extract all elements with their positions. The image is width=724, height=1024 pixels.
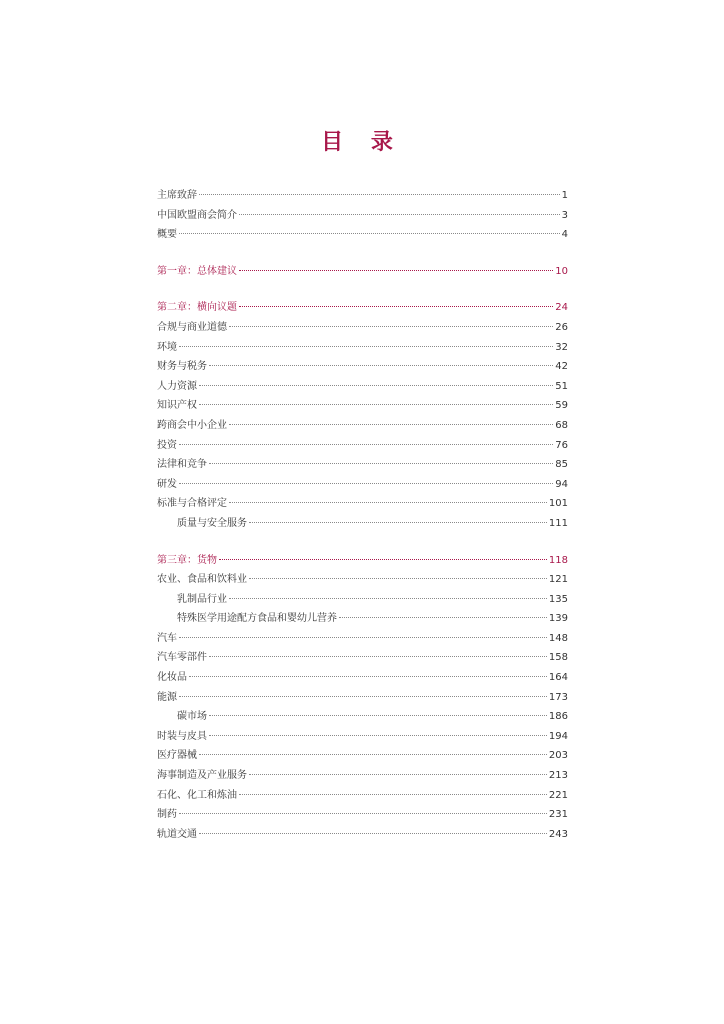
toc-entry[interactable] <box>157 746 568 766</box>
toc-entry[interactable] <box>157 206 568 226</box>
toc-entry-label: 合规与商业道德 <box>157 321 227 333</box>
toc-entry-label: 制药 <box>157 809 177 821</box>
dot-leader <box>249 522 547 523</box>
dot-leader <box>249 578 547 579</box>
toc-entry[interactable] <box>157 668 568 688</box>
toc-entry[interactable] <box>157 416 568 436</box>
toc-subentry[interactable] <box>157 590 568 610</box>
dot-leader <box>179 813 547 814</box>
table-of-contents <box>157 186 568 844</box>
toc-subentry[interactable] <box>157 514 568 534</box>
toc-chapter-page: 118 <box>548 554 568 566</box>
toc-entry-page: 194 <box>548 730 568 742</box>
toc-entry[interactable] <box>157 225 568 245</box>
toc-entry[interactable] <box>157 338 568 358</box>
dot-leader <box>209 715 547 716</box>
dot-leader <box>229 502 547 503</box>
dot-leader <box>179 637 547 638</box>
dot-leader <box>249 774 547 775</box>
dot-leader <box>179 346 553 347</box>
toc-chapter-page: 10 <box>555 265 568 277</box>
toc-entry[interactable] <box>157 396 568 416</box>
dot-leader <box>199 404 553 405</box>
toc-entry-page: 111 <box>548 517 568 529</box>
toc-entry-page: 3 <box>561 209 568 221</box>
toc-entry-page: 135 <box>548 593 568 605</box>
dot-leader <box>219 559 547 560</box>
dot-leader <box>339 617 547 618</box>
toc-entry[interactable] <box>157 805 568 825</box>
toc-entry-label: 农业、食品和饮料业 <box>157 574 247 586</box>
toc-entry-page: 4 <box>561 229 568 241</box>
toc-entry[interactable] <box>157 357 568 377</box>
toc-entry-page: 231 <box>548 809 568 821</box>
toc-entry[interactable] <box>157 629 568 649</box>
toc-entry-page: 158 <box>548 652 568 664</box>
toc-chapter-entry[interactable] <box>157 298 568 318</box>
toc-entry-label: 环境 <box>157 341 177 353</box>
toc-entry[interactable] <box>157 786 568 806</box>
toc-entry-page: 26 <box>555 321 568 333</box>
toc-chapter-entry[interactable] <box>157 262 568 282</box>
toc-entry-page: 121 <box>548 574 568 586</box>
toc-entry-label: 时装与皮具 <box>157 730 207 742</box>
toc-subentry[interactable] <box>157 707 568 727</box>
dot-leader <box>199 833 547 834</box>
toc-entry-page: 164 <box>548 672 568 684</box>
toc-entry-page: 32 <box>555 341 568 353</box>
dot-leader <box>179 483 553 484</box>
toc-entry[interactable] <box>157 494 568 514</box>
toc-entry-page: 243 <box>548 828 568 840</box>
toc-entry[interactable] <box>157 570 568 590</box>
toc-entry[interactable] <box>157 377 568 397</box>
toc-entry-label: 汽车零部件 <box>157 652 207 664</box>
toc-entry-page: 213 <box>548 770 568 782</box>
dot-leader <box>239 214 560 215</box>
toc-entry[interactable] <box>157 825 568 845</box>
dot-leader <box>239 270 553 271</box>
toc-entry-label: 研发 <box>157 478 177 490</box>
toc-entry-label: 乳制品行业 <box>177 593 227 605</box>
toc-entry-label: 人力资源 <box>157 380 197 392</box>
toc-entry-label: 投资 <box>157 439 177 451</box>
toc-entry-label: 特殊医学用途配方食品和婴幼儿营养 <box>177 613 337 625</box>
toc-entry-page: 221 <box>548 789 568 801</box>
toc-entry-page: 101 <box>548 498 568 510</box>
toc-entry-label: 医疗器械 <box>157 750 197 762</box>
toc-entry-page: 68 <box>555 419 568 431</box>
toc-entry-page: 1 <box>561 190 568 201</box>
toc-entry-label: 概要 <box>157 229 177 241</box>
dot-leader <box>239 306 553 307</box>
toc-entry-label: 财务与税务 <box>157 361 207 373</box>
toc-entry-page: 148 <box>548 632 568 644</box>
dot-leader <box>209 735 547 736</box>
toc-entry-page: 51 <box>555 380 568 392</box>
toc-entry-page: 59 <box>555 400 568 412</box>
toc-entry[interactable] <box>157 766 568 786</box>
toc-entry-label: 标准与合格评定 <box>157 498 227 510</box>
toc-entry-label: 中国欧盟商会简介 <box>157 209 237 221</box>
toc-entry-label: 能源 <box>157 691 177 703</box>
dot-leader <box>209 365 553 366</box>
dot-leader <box>229 424 553 425</box>
toc-subentry[interactable] <box>157 609 568 629</box>
dot-leader <box>179 444 553 445</box>
dot-leader <box>179 696 547 697</box>
toc-entry-label: 轨道交通 <box>157 828 197 840</box>
toc-entry-label: 化妆品 <box>157 672 187 684</box>
toc-chapter-label: 第一章：总体建议 <box>157 265 237 277</box>
dot-leader <box>209 463 553 464</box>
toc-entry-page: 42 <box>555 361 568 373</box>
toc-entry[interactable] <box>157 455 568 475</box>
page-title: 目 录 <box>321 130 403 155</box>
toc-entry[interactable] <box>157 186 568 206</box>
toc-entry-label: 跨商会中小企业 <box>157 419 227 431</box>
toc-entry-page: 94 <box>555 478 568 490</box>
toc-chapter-label: 第二章：横向议题 <box>157 302 237 314</box>
dot-leader <box>229 326 553 327</box>
dot-leader <box>189 676 547 677</box>
toc-entry-page: 76 <box>555 439 568 451</box>
toc-entry[interactable] <box>157 727 568 747</box>
toc-entry-page: 186 <box>548 711 568 723</box>
toc-entry[interactable] <box>157 648 568 668</box>
toc-entry-page: 203 <box>548 750 568 762</box>
toc-entry-label: 质量与安全服务 <box>177 517 247 529</box>
toc-entry-label: 主席致辞 <box>157 190 197 201</box>
toc-chapter-label: 第三章：货物 <box>157 554 217 566</box>
toc-entry[interactable] <box>157 688 568 708</box>
toc-entry-label: 碳市场 <box>177 711 207 723</box>
toc-entry-page: 173 <box>548 691 568 703</box>
toc-entry-label: 法律和竞争 <box>157 459 207 471</box>
dot-leader <box>229 598 547 599</box>
toc-entry-label: 知识产权 <box>157 400 197 412</box>
toc-entry[interactable] <box>157 475 568 495</box>
dot-leader <box>199 754 547 755</box>
toc-entry-page: 85 <box>555 459 568 471</box>
toc-entry-label: 汽车 <box>157 632 177 644</box>
toc-chapter-page: 24 <box>555 302 568 314</box>
dot-leader <box>199 194 560 195</box>
toc-entry[interactable] <box>157 436 568 456</box>
toc-entry-page: 139 <box>548 613 568 625</box>
toc-chapter-entry[interactable] <box>157 551 568 571</box>
toc-entry[interactable] <box>157 318 568 338</box>
dot-leader <box>179 233 560 234</box>
toc-entry-label: 海事制造及产业服务 <box>157 770 247 782</box>
dot-leader <box>239 794 547 795</box>
toc-entry-label: 石化、化工和炼油 <box>157 789 237 801</box>
dot-leader <box>199 385 553 386</box>
dot-leader <box>209 656 547 657</box>
